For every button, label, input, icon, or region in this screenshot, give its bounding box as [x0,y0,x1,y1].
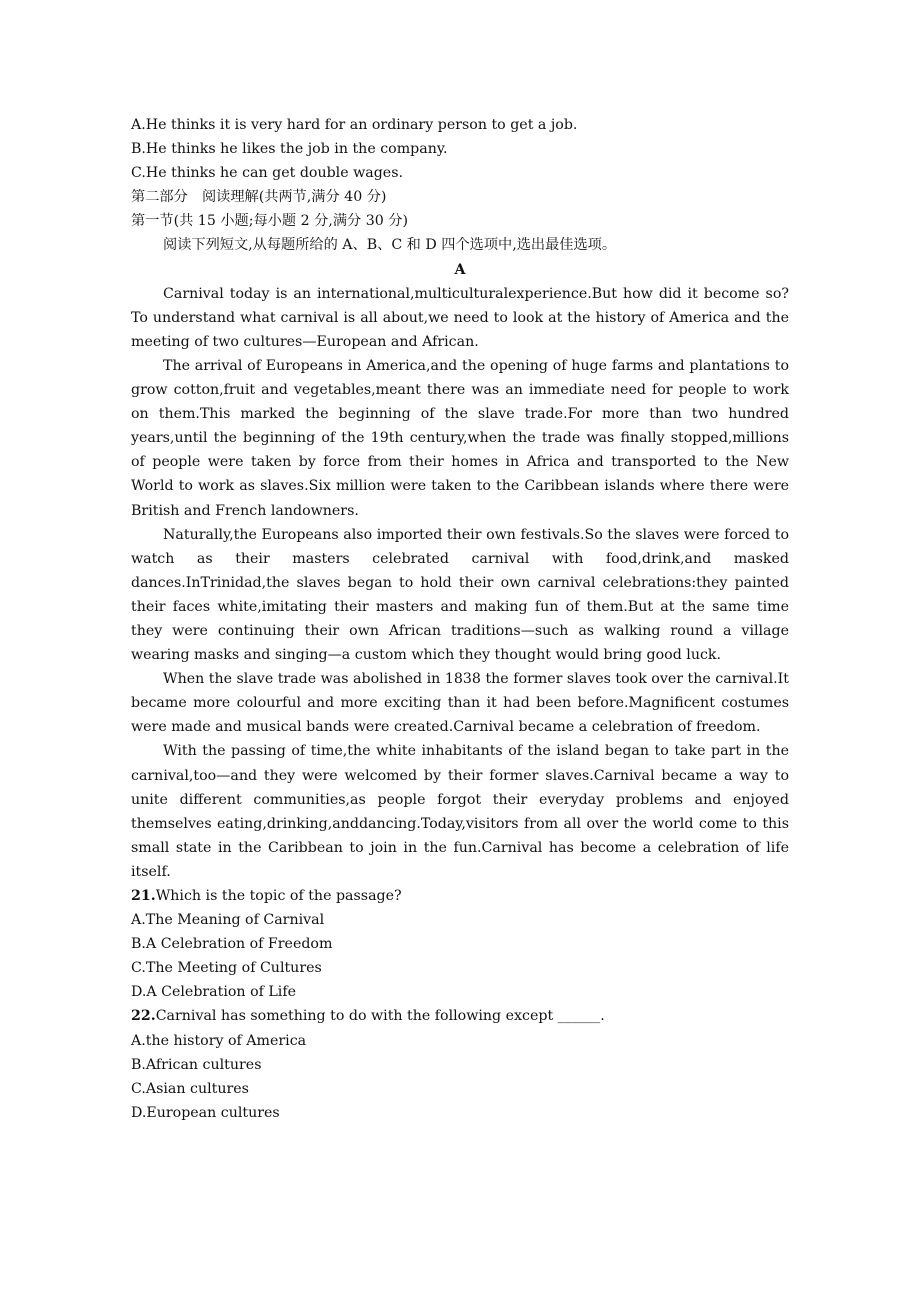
question-option-c: C.Asian cultures [131,1080,249,1097]
part-heading: 第二部分 阅读理解(共两节,满分 40 分) [131,189,387,206]
question-option-b: B.African cultures [131,1056,262,1073]
question-21 [131,884,789,1004]
question-option-a: A.The Meaning of Carnival [131,912,325,929]
question-option-d: D.A Celebration of Life [131,984,296,1001]
section-heading: 第一节(共 15 小题;每小题 2 分,满分 30 分) [131,213,408,230]
previous-option-b: B.He thinks he likes the job in the company. [131,141,448,158]
question-text: Which is the topic of the passage? [155,888,402,904]
question-text: Carnival has something to do with the following except ______. [155,1008,605,1025]
passage-paragraph-3: Naturally,the Europeans also imported their own festivals.So the slaves were forced to watch as their masters celebrated carnival with food,drink,and masked dances.InTrinidad,the slaves began to hold their own carnival celebrations:they painted their faces white,imitating their masters and making fun of them.But at the same time they were continuing their own African traditions—such as walking round a village wearing masks and singing—a custom which they thought would bring good luck. [131,526,789,664]
question-stem [131,1004,789,1028]
question-option-d: D.European cultures [131,1104,280,1121]
question-stem [131,884,789,908]
previous-option-c: C.He thinks he can get double wages. [131,165,403,182]
passage-paragraph-2: The arrival of Europeans in America,and the opening of huge farms and plantations to grow cotton,fruit and vegetables,meant there was an immediate need for people to work on them.This marked the beginning of the slave trade.For more than two hundred years,until the beginning of the 19th century,when the trade was finally stopped,millions of people were taken by force from their homes in Africa and transported to the New World to work as slaves.Six million were taken to the Caribbean islands where there were British and French landowners. [131,357,789,519]
passage-paragraph-5: With the passing of time,the white inhabitants of the island began to take part in the carnival,too—and they were welcomed by their former slaves.Carnival became a way to unite different communities,as people forgot their everyday problems and enjoyed themselves eating,drinking,anddancing.Today,visitors from all over the world come to this small state in the Caribbean to join in the fun.Carnival has become a celebration of life itself. [131,743,789,880]
passage-paragraph-1: Carnival today is an international,multiculturalexperience.But how did it become so?To understand what carnival is all about,we need to look at the history of America and the meeting of two cultures—European and African. [131,285,789,350]
passage-letter: A [454,261,466,278]
previous-option-a: A.He thinks it is very hard for an ordinary person to get a job. [131,117,578,133]
question-option-a: A.the history of America [131,1032,307,1049]
question-option-b: B.A Celebration of Freedom [131,936,333,953]
question-22 [131,1004,789,1124]
question-number: 22. [131,1008,156,1025]
instruction-text: 阅读下列短文,从每题所给的 A、B、C 和 D 四个选项中,选出最佳选项。 [163,237,617,254]
question-number: 21. [131,888,156,904]
passage-paragraph-4: When the slave trade was abolished in 1838 the former slaves took over the carnival.It became more colourful and more exciting than it had been before.Magnificent costumes were made and musical bands were created.Carnival became a celebration of freedom. [131,671,789,736]
question-option-c: C.The Meeting of Cultures [131,960,322,977]
document-page [131,113,789,1125]
